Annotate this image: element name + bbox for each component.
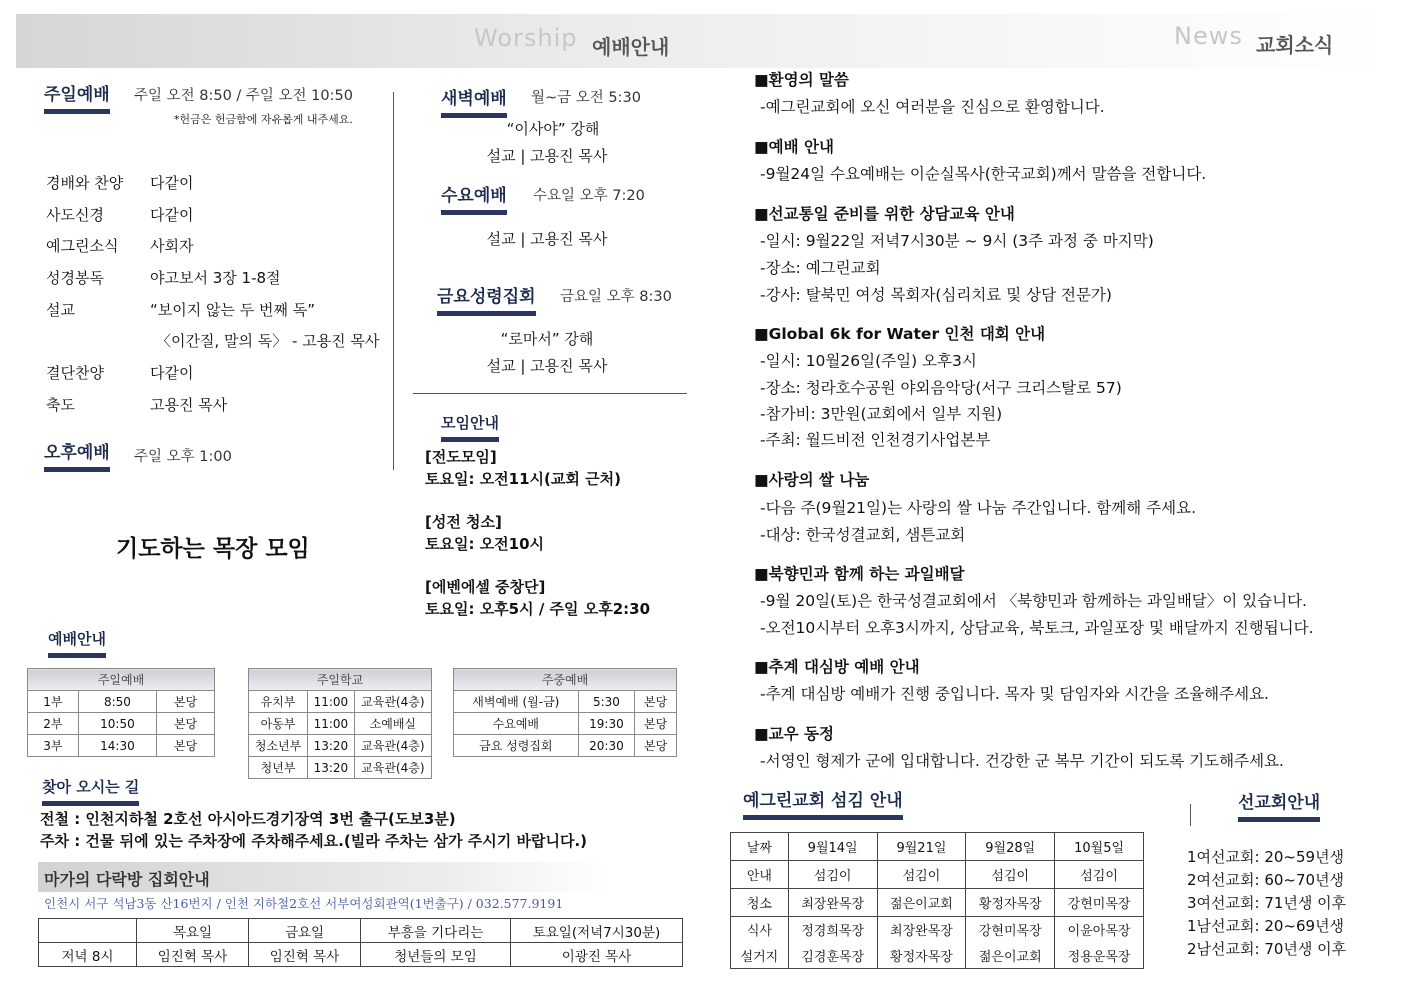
- table-row: [454, 713, 677, 735]
- magga-address: 인천시 서구 석남3동 산16번지 / 인천 지하철2호선 서부여성회관역(1번출구) / 032.577.9191: [44, 896, 564, 911]
- mission-title: 선교회안내: [1238, 788, 1320, 822]
- meeting-name: [에벤에셀 중창단]: [425, 578, 546, 596]
- table-row: [28, 735, 215, 757]
- news-line: -일시: 9월22일 저녁7시30분 ~ 9시 (3주 과정 중 마지막): [760, 232, 1154, 250]
- worship-header-en: Worship: [474, 24, 578, 52]
- table-cell: 교육관(4층): [354, 691, 431, 713]
- table-cell: 식사: [731, 917, 789, 943]
- news-line: -다음 주(9월21일)는 사랑의 쌀 나눔 주간입니다. 함께해 주세요.: [760, 499, 1196, 517]
- prayer-meeting-label: 기도하는 목장 모임: [116, 536, 310, 562]
- table-row: [249, 757, 432, 779]
- directions-subway: 전철 : 인천지하철 2호선 아시아드경기장역 3번 출구(도보3분): [40, 810, 456, 828]
- table-cell: 11:00: [308, 713, 355, 735]
- table-cell: 본당: [635, 691, 677, 713]
- order-item-label: 성경봉독: [46, 269, 104, 287]
- order-item-label: 예그린소식: [46, 237, 119, 255]
- news-heading: ■추계 대심방 예배 안내: [754, 658, 920, 676]
- table-cell: 14:30: [78, 735, 156, 757]
- friday-series: “로마서” 강해: [500, 330, 594, 348]
- news-line: -참가비: 3만원(교회에서 일부 지원): [760, 405, 1003, 423]
- sunday-worship-table: [27, 668, 215, 757]
- table-cell: 금요 성령집회: [454, 735, 579, 757]
- table-cell: 황정자목장: [966, 889, 1055, 917]
- table-cell: 임진혁 목사: [249, 943, 361, 967]
- news-heading: ■선교통일 준비를 위한 상담교육 안내: [754, 205, 1015, 223]
- directions-parking: 주차 : 건물 뒤에 있는 주차장에 주차해주세요.(빌라 주차는 삼가 주시기 바랍니다.): [40, 832, 588, 850]
- news-line: -일시: 10월26일(주일) 오후3시: [760, 352, 977, 370]
- table-cell: 2부: [28, 713, 79, 735]
- table-cell: 강현미목장: [1055, 889, 1144, 917]
- order-item-value: 고용진 목사: [150, 396, 228, 414]
- table-header: 날짜: [731, 833, 789, 861]
- sunday-worship-times: 주일 오전 8:50 / 주일 오전 10:50: [134, 88, 353, 104]
- table-cell: 11:00: [308, 691, 355, 713]
- friday-preacher: 설교 | 고용진 목사: [486, 357, 608, 375]
- mission-item: 1여선교회: 20~59년생: [1187, 848, 1345, 866]
- table-row: [731, 889, 1144, 917]
- news-line: -장소: 청라호수공원 야외음악당(서구 크리스탈로 57): [760, 379, 1122, 397]
- table-cell: 교육관(4층): [354, 757, 431, 779]
- mission-item: 2여선교회: 60~70년생: [1187, 871, 1345, 889]
- table-header: 금요일: [249, 919, 361, 943]
- meeting-name: [성전 청소]: [425, 513, 502, 531]
- magga-table: [38, 918, 683, 967]
- friday-worship-time: 금요일 오후 8:30: [560, 289, 672, 305]
- worship-tables-title: 예배안내: [48, 628, 106, 658]
- order-item-label: 사도신경: [46, 206, 104, 224]
- order-item-label: 설교: [46, 301, 75, 319]
- sunday-school-table: [248, 668, 432, 779]
- mission-item: 3여선교회: 71년생 이후: [1187, 894, 1347, 912]
- table-header: 주중예배: [454, 669, 677, 691]
- news-heading: ■Global 6k for Water 인천 대회 안내: [754, 325, 1046, 343]
- news-heading: ■교우 동정: [754, 725, 834, 743]
- news-line: -대상: 한국성결교회, 샘튼교회: [760, 526, 966, 544]
- order-item-label: 결단찬양: [46, 364, 104, 382]
- news-line: -서영인 형제가 군에 입대합니다. 건강한 군 복무 기간이 되도록 기도해주세요.: [760, 752, 1284, 770]
- afternoon-worship-time: 주일 오후 1:00: [134, 449, 232, 465]
- table-cell: 정용운목장: [1055, 943, 1144, 969]
- table-cell: 섬김이: [966, 861, 1055, 889]
- table-cell: 19:30: [578, 713, 635, 735]
- table-cell: 황정자목장: [877, 943, 966, 969]
- table-cell: 1부: [28, 691, 79, 713]
- table-row: [731, 861, 1144, 889]
- table-cell: 최장완목장: [877, 917, 966, 943]
- meetings-title: 모임안내: [441, 412, 499, 442]
- sunday-worship-title: 주일예배: [44, 80, 110, 114]
- table-row: [28, 713, 215, 735]
- news-header-ko: 교회소식: [1256, 33, 1334, 57]
- table-cell: 이윤아목장: [1055, 917, 1144, 943]
- dawn-preacher: 설교 | 고용진 목사: [486, 147, 608, 165]
- meeting-time: 토요일: 오전11시(교회 근처): [425, 470, 621, 488]
- table-cell: 섬김이: [1055, 861, 1144, 889]
- news-header-en: News: [1174, 22, 1243, 50]
- table-header: 10월5일: [1055, 833, 1144, 861]
- table-header: 주일학교: [249, 669, 432, 691]
- table-cell: 3부: [28, 735, 79, 757]
- table-cell: 청년부: [249, 757, 308, 779]
- news-line: -추계 대심방 예배가 진행 중입니다. 목자 및 담임자와 시간을 조율해주세요.: [760, 685, 1269, 703]
- table-cell: 13:20: [308, 757, 355, 779]
- table-cell: 13:20: [308, 735, 355, 757]
- news-line: -주최: 월드비전 인천경기사업본부: [760, 431, 991, 449]
- table-cell: 유치부: [249, 691, 308, 713]
- mission-divider: [1190, 804, 1191, 826]
- news-line: -예그린교회에 오신 여러분을 진심으로 환영합니다.: [760, 98, 1105, 116]
- table-cell: 청소: [731, 889, 789, 917]
- table-cell: 본당: [157, 691, 215, 713]
- offering-note: *헌금은 헌금함에 자유롭게 내주세요.: [174, 113, 353, 126]
- table-cell: 소예배실: [354, 713, 431, 735]
- meeting-time: 토요일: 오후5시 / 주일 오후2:30: [425, 600, 651, 618]
- table-header: 9월14일: [788, 833, 877, 861]
- dawn-series: “이사야” 강해: [506, 120, 600, 138]
- directions-title: 찾아 오시는 길: [42, 776, 139, 806]
- table-row: [249, 691, 432, 713]
- wednesday-worship-time: 수요일 오후 7:20: [533, 188, 645, 204]
- table-cell: 본당: [635, 735, 677, 757]
- table-row: [454, 691, 677, 713]
- worship-header-ko: 예배안내: [592, 35, 670, 59]
- wednesday-worship-title: 수요예배: [441, 181, 507, 215]
- news-heading: ■사랑의 쌀 나눔: [754, 471, 870, 489]
- table-row: [39, 943, 683, 967]
- news-heading: ■환영의 말씀: [754, 71, 849, 89]
- table-header: 9월21일: [877, 833, 966, 861]
- order-item-value: 야고보서 3장 1-8절: [150, 269, 281, 287]
- table-header: 주일예배: [28, 669, 215, 691]
- table-cell: 정경희목장: [788, 917, 877, 943]
- order-item-value: “보이지 않는 두 번째 독”: [150, 301, 316, 319]
- table-cell: 섬김이: [788, 861, 877, 889]
- news-heading: ■북향민과 함께 하는 과일배달: [754, 565, 965, 583]
- table-cell: 젊은이교회: [877, 889, 966, 917]
- table-row: [28, 691, 215, 713]
- friday-worship-title: 금요성령집회: [437, 282, 536, 316]
- table-cell: [39, 919, 137, 943]
- wednesday-preacher: 설교 | 고용진 목사: [486, 230, 608, 248]
- table-cell: 섬김이: [877, 861, 966, 889]
- table-cell: 임진혁 목사: [137, 943, 249, 967]
- weekday-worship-table: [453, 668, 677, 757]
- table-cell: 본당: [157, 735, 215, 757]
- mission-item: 2남선교회: 70년생 이후: [1187, 940, 1347, 958]
- table-cell: 5:30: [578, 691, 635, 713]
- order-item-label: 축도: [46, 396, 75, 414]
- table-cell: 8:50: [78, 691, 156, 713]
- order-item-value: 다같이: [150, 206, 194, 224]
- meeting-name: [전도모임]: [425, 448, 497, 466]
- table-header: 목요일: [137, 919, 249, 943]
- duty-title: 예그린교회 섬김 안내: [743, 786, 903, 820]
- news-heading: ■예배 안내: [754, 138, 834, 156]
- table-header: 부흥을 기다리는: [361, 919, 511, 943]
- table-cell: 본당: [157, 713, 215, 735]
- mission-item: 1남선교회: 20~69년생: [1187, 917, 1345, 935]
- table-cell: 최장완목장: [788, 889, 877, 917]
- table-row: [249, 735, 432, 757]
- table-cell: 교육관(4층): [354, 735, 431, 757]
- table-cell: 강현미목장: [966, 917, 1055, 943]
- table-header: 9월28일: [966, 833, 1055, 861]
- order-item-value: 사회자: [150, 237, 194, 255]
- table-cell: 아동부: [249, 713, 308, 735]
- magga-title: 마가의 다락방 집회안내: [44, 870, 210, 889]
- news-line: -오전10시부터 오후3시까지, 상담교육, 북토크, 과일포장 및 배달까지 진행됩니다.: [760, 619, 1314, 637]
- table-row: [731, 917, 1144, 943]
- dawn-worship-time: 월~금 오전 5:30: [531, 90, 641, 106]
- news-line: -강사: 탈북민 여성 목회자(심리치료 및 상담 전문가): [760, 286, 1112, 304]
- column-divider: [393, 92, 394, 470]
- table-cell: 10:50: [78, 713, 156, 735]
- table-cell: 20:30: [578, 735, 635, 757]
- table-cell: 안내: [731, 861, 789, 889]
- table-cell: 청소년부: [249, 735, 308, 757]
- section-divider: [413, 393, 687, 394]
- order-item-value: 〈이간질, 말의 독〉 - 고용진 목사: [156, 332, 380, 350]
- table-row: [249, 713, 432, 735]
- table-header: 토요일(저녁7시30분): [511, 919, 683, 943]
- order-item-label: 경배와 찬양: [46, 174, 124, 192]
- news-line: -9월 20일(토)은 한국성결교회에서 〈북향민과 함께하는 과일배달〉이 있습니다.: [760, 592, 1307, 610]
- table-cell: 청년들의 모임: [361, 943, 511, 967]
- dawn-worship-title: 새벽예배: [441, 84, 507, 118]
- table-cell: 본당: [635, 713, 677, 735]
- table-row: [731, 943, 1144, 969]
- news-line: -장소: 예그린교회: [760, 259, 881, 277]
- afternoon-worship-title: 오후예배: [44, 438, 110, 472]
- table-cell: 설거지: [731, 943, 789, 969]
- table-cell: 새벽예배 (월-금): [454, 691, 579, 713]
- news-line: -9월24일 수요예배는 이순실목사(한국교회)께서 말씀을 전합니다.: [760, 165, 1207, 183]
- meeting-time: 토요일: 오전10시: [425, 535, 545, 553]
- order-item-value: 다같이: [150, 364, 194, 382]
- table-cell: 저녁 8시: [39, 943, 137, 967]
- table-cell: 김경훈목장: [788, 943, 877, 969]
- table-cell: 수요예배: [454, 713, 579, 735]
- table-cell: 젊은이교회: [966, 943, 1055, 969]
- duty-table: [730, 832, 1144, 969]
- table-cell: 이광진 목사: [511, 943, 683, 967]
- order-item-value: 다같이: [150, 174, 194, 192]
- table-row: [454, 735, 677, 757]
